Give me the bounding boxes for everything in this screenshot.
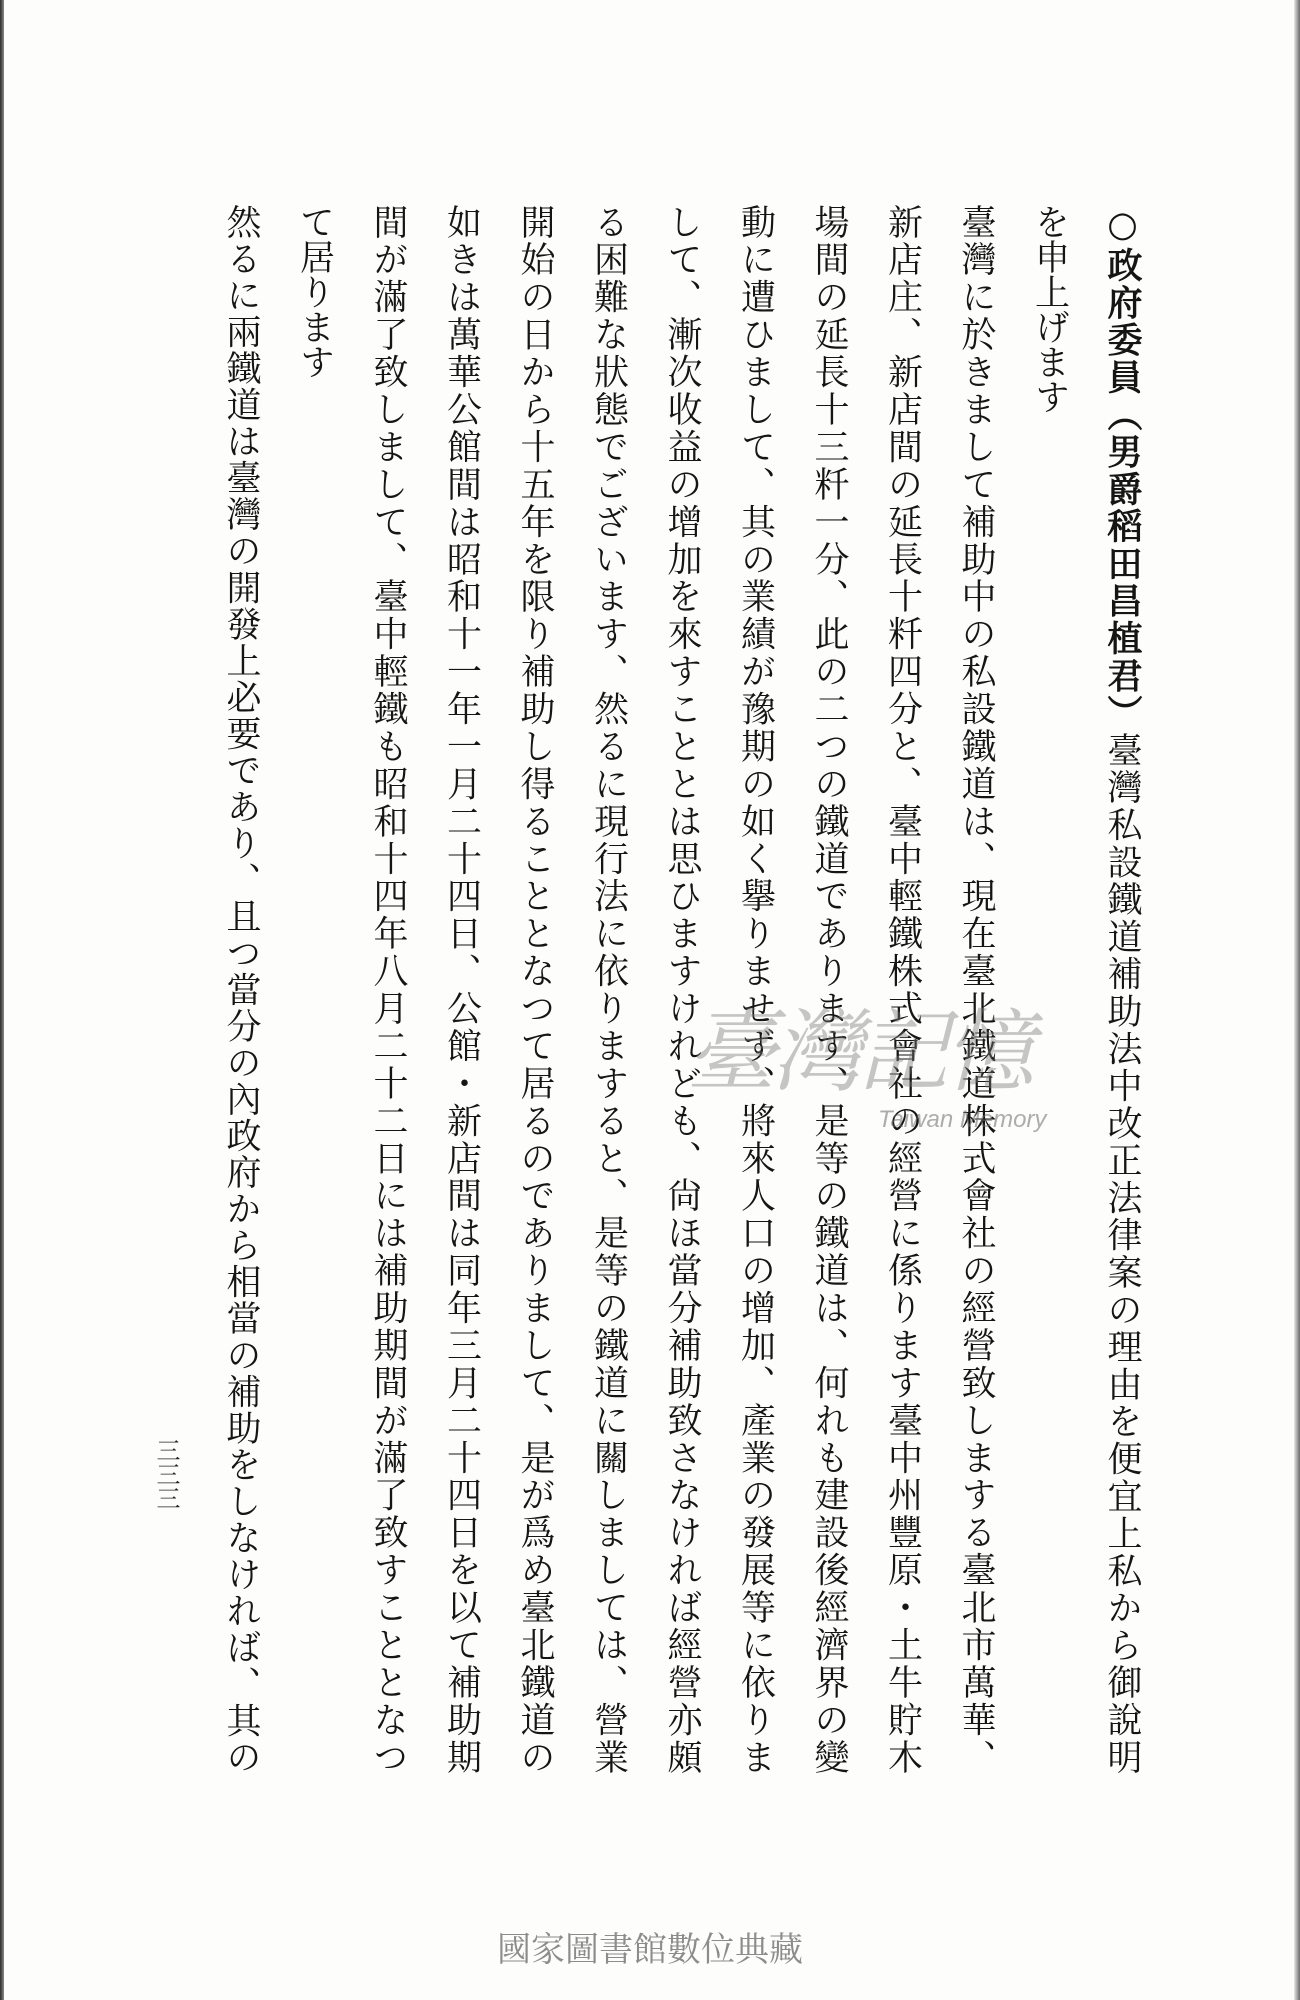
text-column: 間が滿了致しまして、臺中輕鐵も昭和十四年八月二十二日には補助期間が滿了致すこととなつ [368,204,408,1774]
text-column: を申上げます [1029,204,1070,414]
scan-edge-left [0,0,4,2000]
archive-footer-label: 國家圖書館數位典藏 [497,1930,803,1970]
watermark-subtitle: Taiwan Memory [878,1106,1047,1133]
text-column: 然るに兩鐵道は臺灣の開發上必要であり、且つ當分の內政府から相當の補助をしなければ、其の [221,204,261,1774]
speaker-name: ○政府委員（男爵稻田昌植君） [1102,204,1143,733]
watermark-title: 臺灣記憶 [686,1000,1030,1105]
text-column: して、漸次收益の增加を來すこととは思ひますけれども、尙ほ當分補助致さなければ經營亦頗 [662,204,702,1774]
page-number: 三三三 [152,1438,180,1510]
text-column: る困難な狀態でございます、然るに現行法に依りますると、是等の鐵道に關しましては、營業 [588,204,629,1774]
text-column: 動に遭ひまして、其の業績が豫期の如く擧りませず、將來人口の增加、產業の發展等に依りま [735,204,776,1774]
text-column: 開始の日から十五年を限り補助し得ることとなつて居るのでありまして、是が爲め臺北鐵道の [515,204,555,1774]
vertical-text-body [203,204,1159,1774]
text-column [1086,204,1160,1774]
column-text: 臺灣私設鐵道補助法中改正法律案の理由を便宜上私から御說明 [1102,732,1142,1774]
text-column: 場間の延長十三粁一分、此の二つの鐵道であります、是等の鐵道は、何れも建設後經濟界の變 [809,204,849,1774]
text-column: て居ります [294,204,335,379]
scan-edge-right [1294,0,1300,2000]
text-column: 如きは萬華公館間は昭和十一年一月二十四日、公館・新店間は同年三月二十四日を以て補助期 [441,204,482,1774]
text-column: 臺灣に於きまして補助中の私設鐵道は、現在臺北鐵道株式會社の經營致しまする臺北市萬華、 [956,204,996,1774]
text-column: 新店庄、新店間の延長十粁四分と、臺中輕鐵株式會社の經營に係ります臺中州豐原・土牛貯木 [882,204,923,1774]
